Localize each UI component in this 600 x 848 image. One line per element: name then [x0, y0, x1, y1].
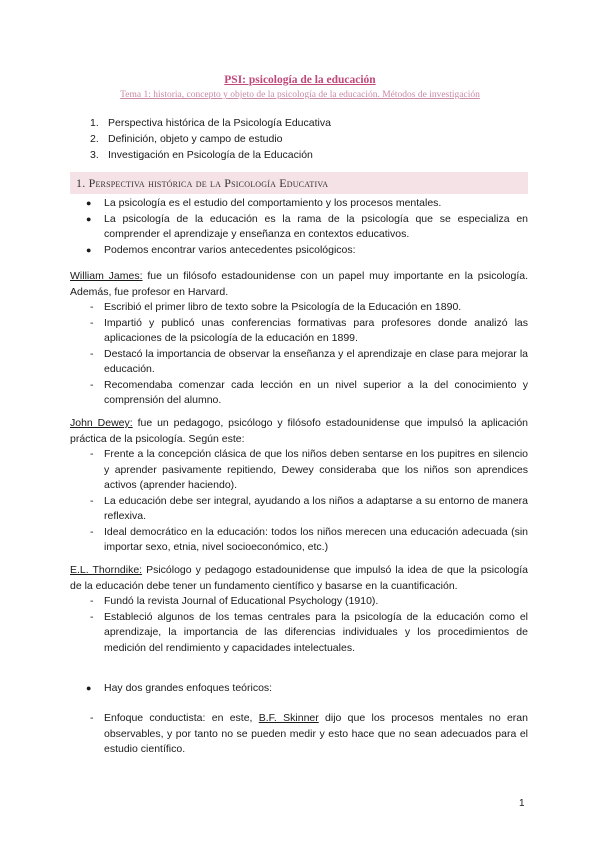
document-subtitle: Tema 1: historia, concepto y objeto de la psicología de la educación. Métodos de investigación: [120, 90, 480, 100]
thorndike-section: [70, 563, 528, 656]
list-item: - La educación debe ser integral, ayudando a los niños a adaptarse a su entorno de manera reflexiva.: [70, 494, 528, 525]
table-of-contents: [90, 115, 331, 163]
list-item: - Ideal democrático en la educación: todos los niños merecen una educación adecuada (sin importar sexo, etnia, nivel socioeconómico, etc.): [70, 525, 528, 556]
thorndike-name: E.L. Thorndike:: [70, 564, 143, 576]
james-paragraph: William James: fue un filósofo estadounidense con un papel muy importante en la psicología. Además, fue profesor en Harvard.: [70, 270, 528, 298]
list-item: - Enfoque conductista: en este, B.F. Skinner dijo que los procesos mentales no eran observables, y por tanto no se pueden medir y esto hace que no sean adecuados para el estudio científico.: [70, 711, 528, 758]
skinner-name: B.F. Skinner: [258, 712, 319, 724]
toc-item: 3. Investigación en Psicología de la Educación: [90, 149, 313, 161]
list-item: - Fundó la revista Journal of Educational Psychology (1910).: [70, 594, 528, 610]
list-item: - Impartió y publicó unas conferencias formativas para profesores donde analizó las aplicaciones de la psicología de la educación en 1899.: [70, 316, 528, 347]
thorndike-paragraph: E.L. Thorndike: Psicólogo y pedagogo estadounidense que impulsó la idea de que la psicología de la educación debe tener un fundamento científico y basarse en la cuantificación.: [70, 564, 528, 592]
dewey-name: John Dewey:: [70, 417, 133, 429]
dewey-paragraph: John Dewey: fue un pedagogo, psicólogo y filósofo estadounidense que impulsó la aplicación práctica de la psicología. Según este:: [70, 417, 528, 445]
approaches-bullet: [70, 681, 528, 697]
james-name: William James:: [70, 270, 143, 282]
page-number: 1: [519, 798, 525, 809]
list-item: - Estableció algunos de los temas centrales para la psicología de la educación como el aprendizaje, la importancia de las diferencias individuales y los procedimientos de medición del rendimiento y capacidades intelectuales.: [70, 610, 528, 657]
intro-bullets: [70, 196, 528, 258]
list-item: - Recomendaba comenzar cada lección en un nivel superior a la del conocimiento y comprensión del alumno.: [70, 378, 528, 409]
document-title: PSI: psicología de la educación: [224, 74, 376, 86]
list-item: ● Podemos encontrar varios antecedentes psicológicos:: [70, 243, 528, 259]
list-item: ● Hay dos grandes enfoques teóricos:: [70, 681, 528, 697]
toc-item: 2. Definición, objeto y campo de estudio: [90, 133, 283, 145]
list-item: - Escribió el primer libro de texto sobre la Psicología de la Educación en 1890.: [70, 300, 528, 316]
list-item: ● La psicología es el estudio del comportamiento y los procesos mentales.: [70, 196, 528, 212]
james-section: [70, 269, 528, 409]
list-item: - Frente a la concepción clásica de que los niños deben sentarse en los pupitres en silencio y aprender pasivamente repitiendo, Dewey consideraba que los niños son aprendices activos (aprender haciendo).: [70, 447, 528, 494]
section-heading: 1. Perspectiva histórica de la Psicología Educativa: [70, 172, 528, 194]
dewey-section: [70, 416, 528, 556]
list-item: ● La psicología de la educación es la rama de la psicología que se especializa en comprender el aprendizaje y enseñanza en contextos educativos.: [70, 212, 528, 243]
toc-item: 1. Perspectiva histórica de la Psicología Educativa: [90, 117, 331, 129]
behaviorist-section: [70, 711, 528, 758]
list-item: - Destacó la importancia de observar la enseñanza y el aprendizaje en clase para mejorar la educación.: [70, 347, 528, 378]
